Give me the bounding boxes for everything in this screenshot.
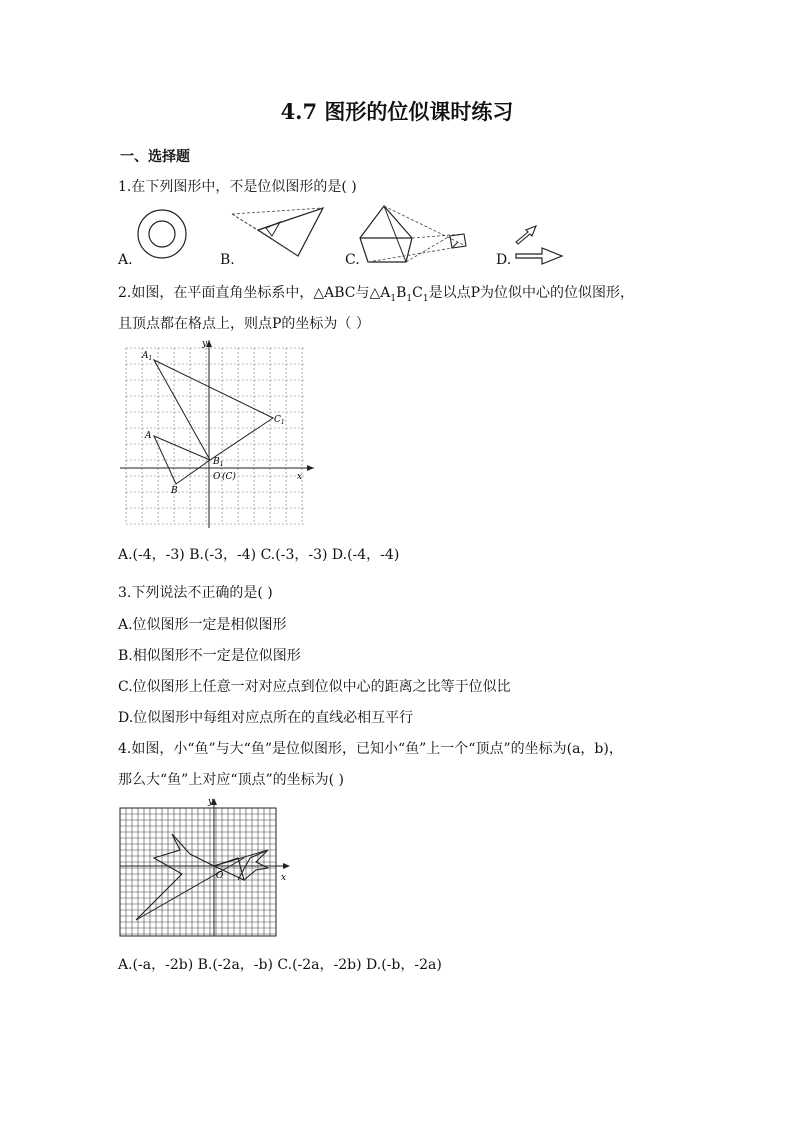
q2-label-b: B xyxy=(171,486,178,496)
q2-stem-part1: 2.如图，在平面直角坐标系中， xyxy=(118,285,314,301)
q2-label-a: A xyxy=(145,431,152,441)
q1-figure-b-triangles xyxy=(228,204,338,264)
question-3-option-a: A.位似图形一定是相似图形 xyxy=(118,617,287,633)
question-4-stem-line1: 4.如图，小“鱼”与大“鱼”是位似图形，已知小“鱼”上一个“顶点”的坐标为(a，b)， xyxy=(118,741,623,757)
q2-sub-3: 1 xyxy=(422,293,429,304)
question-1-stem: 1.在下列图形中，不是位似图形的是( ) xyxy=(118,179,357,195)
q1-option-d-label: D. xyxy=(496,252,512,268)
q4-fish-grid-figure xyxy=(118,794,294,940)
question-2-stem-line2: 且顶点都在格点上，则点P的坐标为（ ） xyxy=(118,316,370,332)
q1-option-b-label: B. xyxy=(220,252,235,268)
q4-label-y-axis: y xyxy=(208,797,214,807)
q2-label-a1: $A_1$ xyxy=(142,351,153,362)
question-4-options: A.(-a，-2b) B.(-2a，-b) C.(-2a，-2b) D.(-b，-2a) xyxy=(118,957,442,973)
q1-figure-d-arrows xyxy=(512,222,572,268)
question-3-option-d: D.位似图形中每组对应点所在的直线必相互平行 xyxy=(118,710,414,726)
q2-sub-1: 1 xyxy=(390,293,397,304)
q4-label-o: O xyxy=(216,871,224,881)
q2-c-letter: C xyxy=(412,285,423,301)
question-2-stem-line1 xyxy=(118,282,634,304)
q2-coordinate-grid-figure xyxy=(118,338,318,530)
q2-label-b1: $B_1$ xyxy=(213,457,224,468)
q1-option-a-label: A. xyxy=(118,252,133,268)
q4-label-x-axis: x xyxy=(281,873,287,883)
q2-label-c1: $C_1$ xyxy=(274,415,285,426)
q2-triangle-abc: △ABC与△A xyxy=(313,285,391,301)
question-2-options: A.(-4，-3) B.(-3，-4) C.(-3，-3) D.(-4，-4) xyxy=(118,547,400,563)
q2-label-c: (C) xyxy=(222,472,236,482)
q1-figure-a-rings xyxy=(122,208,202,264)
q2-b-letter: B xyxy=(396,285,407,301)
q1-figure-c-prisms xyxy=(354,202,474,268)
q2-label-o: O xyxy=(213,472,221,482)
question-3-option-c: C.位似图形上任意一对对应点到位似中心的距离之比等于位似比 xyxy=(118,679,511,695)
question-3-option-b: B.相似图形不一定是位似图形 xyxy=(118,648,301,664)
q1-option-c-label: C. xyxy=(345,252,360,268)
question-3-stem: 3.下列说法不正确的是( ) xyxy=(118,585,273,601)
q2-stem-part2: 是以点P为位似中心的位似图形， xyxy=(428,285,635,301)
page-title: 4.7 图形的位似课时练习 xyxy=(280,99,514,124)
q2-sub-2: 1 xyxy=(406,293,413,304)
question-4-stem-line2: 那么大“鱼”上对应“顶点”的坐标为( ) xyxy=(118,772,345,788)
q2-label-y-axis: y xyxy=(202,339,208,349)
section-heading: 一、选择题 xyxy=(120,149,190,165)
q2-label-x-axis: x xyxy=(297,472,303,482)
